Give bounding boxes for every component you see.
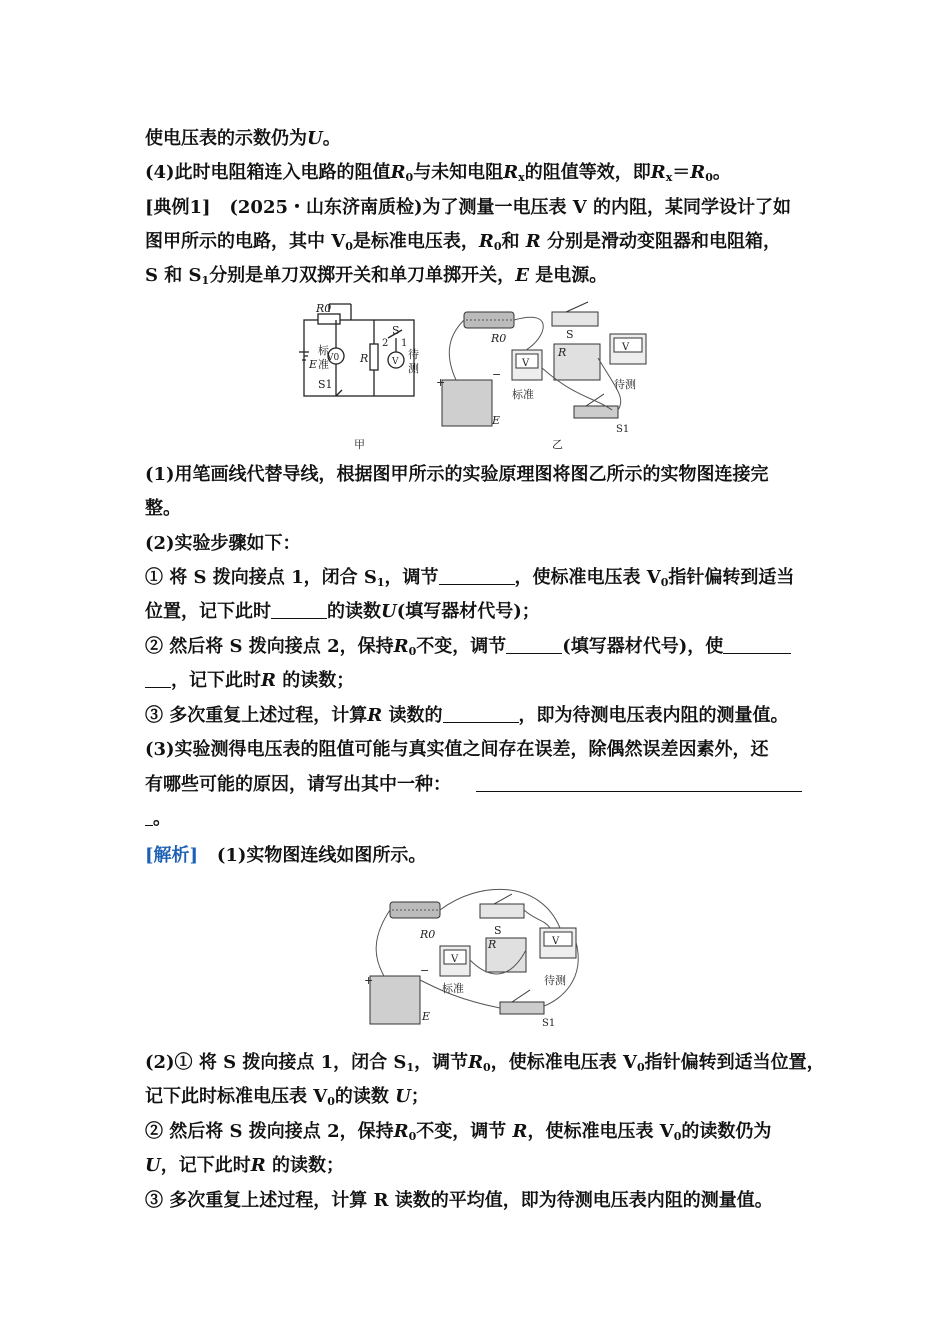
label-dai: 待 <box>408 348 419 361</box>
question-3: (3)实验测得电压表的阻值可能与真实值之间存在误差，除偶然误差因素外，还 <box>145 739 769 760</box>
circuit-figure-jia-yi <box>296 298 666 458</box>
label-biao: 标 <box>318 344 329 357</box>
answer-blank[interactable] <box>476 773 802 792</box>
label-plus-ans: + <box>364 974 374 987</box>
label-2: 2 <box>382 338 389 349</box>
question-1: (1)用笔画线代替导线，根据图甲所示的实验原理图将图乙所示的实物图连接完 <box>145 464 769 485</box>
text-line: 位置，记下此时 的读数U(填写器材代号)； <box>145 601 540 622</box>
label-minus-ans: − <box>420 964 430 977</box>
label-1: 1 <box>401 338 408 349</box>
text-line: (4)此时电阻箱连入电路的阻值$R_0$与未知电阻$R_x$的阻值等效，即$R_x=R_0$。 <box>145 162 731 184</box>
label-r: R <box>360 352 369 365</box>
label-v0: V0 <box>327 353 340 363</box>
label-plus: + <box>436 376 446 389</box>
label-ce: 测 <box>408 362 419 375</box>
answer-blank-cont[interactable] <box>145 669 171 688</box>
caption-jia: 甲 <box>354 438 365 451</box>
answer-blank-cont[interactable] <box>145 807 153 826</box>
apparatus-yi <box>442 302 646 426</box>
label-minus: − <box>492 368 502 381</box>
label-v: V <box>392 357 399 367</box>
label-e-ans: E <box>422 1010 431 1023</box>
label-s1: S1 <box>318 378 333 391</box>
label-biaozhun-ans: 标准 <box>442 982 464 995</box>
analysis-header: [解析] (1)实物图连线如图所示。 <box>145 845 427 866</box>
question-2: (2)实验步骤如下： <box>145 533 301 554</box>
answer-step-3: ③ 多次重复上述过程，计算 R 读数的平均值，即为待测电压表内阻的测量值。 <box>145 1190 773 1211</box>
text-line: 有哪些可能的原因，请写出其中一种： <box>145 772 802 798</box>
step-3: ③ 多次重复上述过程，计算R 读数的 ，即为待测电压表内阻的测量值。 <box>145 705 789 726</box>
label-zhun: 准 <box>318 358 329 371</box>
label-biaozhun-yi: 标准 <box>512 388 534 401</box>
answer-step-1: (2)① 将 S 拨向接点 1，闭合 $S_1$，调节$R_0$，使标准电压表 $V_0$指针偏转到适当位置， <box>145 1052 825 1074</box>
label-s: S <box>392 324 400 337</box>
label-s1-ans: S1 <box>542 1018 556 1029</box>
text-line: 图甲所示的电路，其中 $V_0$是标准电压表，$R_0$和 R 分别是滑动变阻器和电阻箱， <box>145 231 782 253</box>
text-line: S 和 $S_1$分别是单刀双掷开关和单刀单掷开关，E 是电源。 <box>145 265 608 287</box>
text-line: U，记下此时R 的读数； <box>145 1155 344 1176</box>
answer-blank[interactable] <box>271 600 327 619</box>
step-2: ② 然后将 S 拨向接点 2，保持$R_0$不变，调节 (填写器材代号)，使 <box>145 634 791 665</box>
label-s1-yi: S1 <box>616 424 630 435</box>
label-v-test: V <box>622 342 630 353</box>
label-v-standard: V <box>522 358 530 369</box>
caption-yi: 乙 <box>552 438 563 451</box>
label-v-standard-ans: V <box>451 954 459 965</box>
example-header: [典例1] (2025・山东济南质检)为了测量一电压表 V 的内阻，某同学设计了如 <box>145 197 792 218</box>
answer-blank[interactable] <box>443 704 519 723</box>
label-daice-ans: 待测 <box>544 974 566 987</box>
label-e-yi: E <box>492 414 501 427</box>
text-line: ，记下此时R 的读数； <box>145 668 354 694</box>
text-line: 记下此时标准电压表 $V_0$的读数 U； <box>145 1086 429 1108</box>
text-line: 。 <box>145 806 171 832</box>
label-daice-yi: 待测 <box>614 378 636 391</box>
label-r0-yi: R0 <box>491 332 507 345</box>
label-s-yi: S <box>566 328 574 341</box>
text-line: 使电压表的示数仍为U。 <box>145 128 341 149</box>
label-r-ans: R <box>488 938 497 951</box>
answer-blank[interactable] <box>439 566 515 585</box>
circuit-diagram-jia <box>299 304 414 396</box>
label-v-test-ans: V <box>552 936 560 947</box>
label-r-yi: R <box>558 346 567 359</box>
answer-wiring-figure <box>360 880 590 1030</box>
step-1: ① 将 S 拨向接点 1，闭合 $S_1$，调节 ，使标准电压表 $V_0$指针偏转到适当 <box>145 567 795 589</box>
label-r0: R0 <box>316 302 332 315</box>
label-r0-ans: R0 <box>420 928 436 941</box>
answer-step-2: ② 然后将 S 拨向接点 2，保持$R_0$不变，调节 R，使标准电压表 $V_0$的读数仍为 <box>145 1121 772 1143</box>
text-line: 整。 <box>145 498 181 519</box>
answer-blank[interactable] <box>506 635 562 654</box>
answer-blank[interactable] <box>723 635 791 654</box>
label-s-ans: S <box>494 924 502 937</box>
label-e: E <box>309 358 318 371</box>
